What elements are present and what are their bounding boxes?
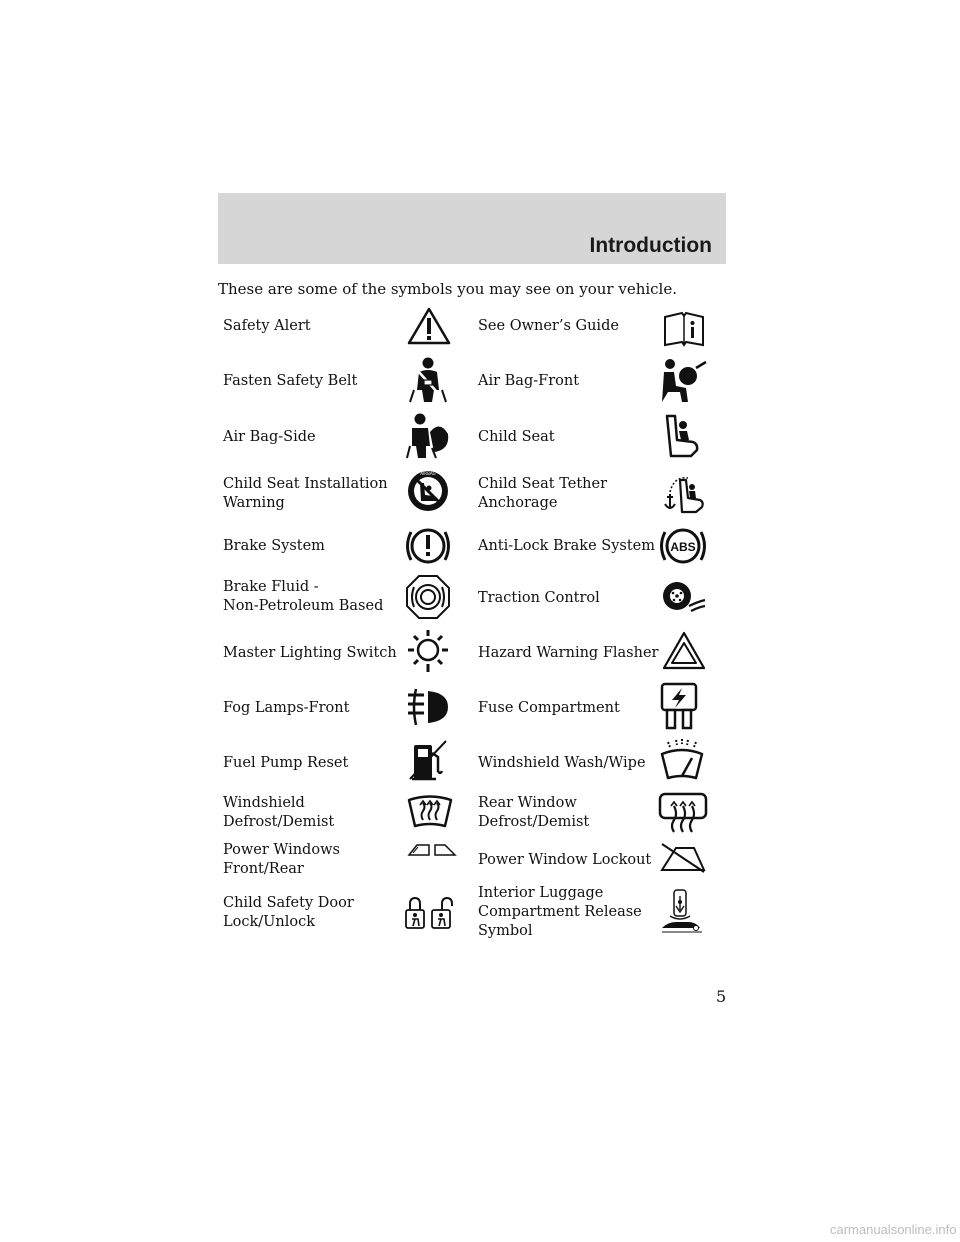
hazard-triangle-icon [662,631,706,671]
fog-lamp-icon [404,685,450,729]
airbag-ring-text: AIRBAG [420,471,436,476]
label-fasten-safety-belt: Fasten Safety Belt [223,373,358,389]
label-air-bag-side: Air Bag-Side [223,429,316,445]
child-safety-lock-icon [404,896,454,930]
label-power-window-lockout: Power Window Lockout [478,852,652,868]
label-traction-control: Traction Control [478,590,600,606]
brake-fluid-icon [405,574,451,620]
traction-control-icon [659,580,707,616]
label-child-seat: Child Seat [478,429,555,445]
label-windshield-wash-wipe: Windshield Wash/Wipe [478,755,646,771]
luggage-release-icon [660,888,704,934]
power-window-lockout-icon [660,842,706,874]
footer-watermark[interactable]: carmanualsonline.info [830,1222,957,1237]
label-child-seat-installation-warning: Child Seat Installation Warning [223,476,388,511]
label-brake-system: Brake System [223,538,325,554]
label-fuse-compartment: Fuse Compartment [478,700,620,716]
airbag-side-icon [406,412,452,460]
tether-anchor-icon [658,470,706,514]
fuse-icon [660,682,698,730]
label-air-bag-front: Air Bag-Front [478,373,580,389]
child-seat-icon [661,412,701,460]
safety-alert-icon [407,307,451,345]
section-header-band [218,193,726,264]
label-see-owners-guide: See Owner’s Guide [478,318,619,334]
label-safety-alert: Safety Alert [223,318,311,334]
label-fuel-pump-reset: Fuel Pump Reset [223,755,349,771]
label-windshield-defrost: Windshield Defrost/Demist [223,795,335,830]
label-fog-lamps-front: Fog Lamps-Front [223,700,350,716]
label-power-windows: Power Windows Front/Rear [223,842,340,877]
label-rear-window-defrost: Rear Window Defrost/Demist [478,795,590,830]
rear-window-defrost-icon [658,792,708,834]
label-interior-luggage-release: Interior Luggage Compartment Release Symbol [478,885,642,939]
windshield-wash-icon [658,738,706,782]
windshield-defrost-icon [407,794,453,832]
owners-guide-book-icon [662,310,706,348]
abs-icon [659,524,707,568]
fuel-pump-icon [406,739,450,781]
page-number: 5 [716,987,727,1006]
label-child-seat-tether-anchorage: Child Seat Tether Anchorage [478,476,607,511]
label-child-safety-door-lock: Child Safety Door Lock/Unlock [223,895,354,930]
label-brake-fluid: Brake Fluid - Non-Petroleum Based [223,579,384,614]
brake-system-icon [405,524,451,568]
label-hazard-warning-flasher: Hazard Warning Flasher [478,645,659,661]
child-seat-warning-icon [406,469,450,513]
label-master-lighting-switch: Master Lighting Switch [223,645,397,661]
intro-text: These are some of the symbols you may see on your vehicle. [218,280,677,298]
label-anti-lock-brake-system: Anti-Lock Brake System [478,538,655,554]
power-windows-icon [407,843,457,857]
seat-belt-icon [408,356,448,404]
abs-text: ABS [670,540,696,554]
airbag-front-icon [658,358,708,404]
section-title: Introduction [589,234,712,257]
master-lighting-icon [405,628,451,674]
